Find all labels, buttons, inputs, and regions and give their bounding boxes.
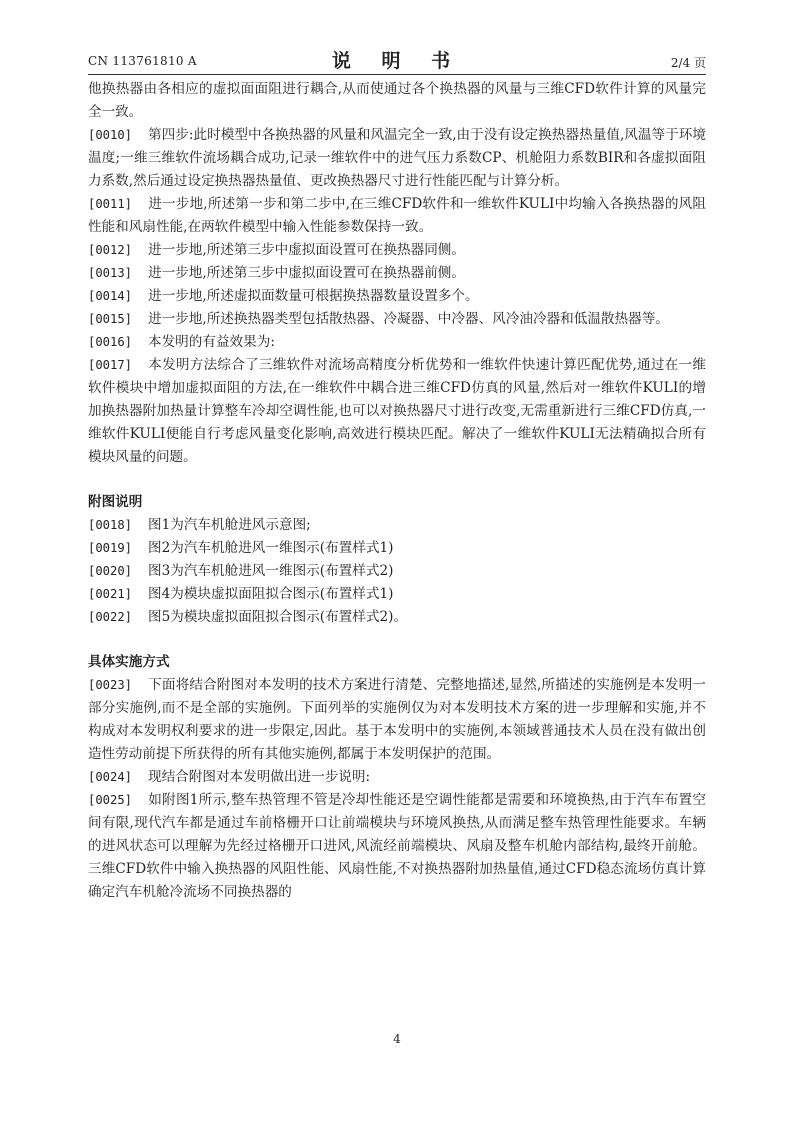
figure-caption-text: 图4为模块虚拟面阻拟合图示(布置样式1) (148, 586, 394, 602)
paragraph-number: [0010] (88, 128, 133, 142)
paragraph-number: [0015] (88, 312, 133, 326)
paragraph-text: 如附图1所示,整车热管理不管是冷却性能还是空调性能都是需要和环境换热,由于汽车布置空间有限,现代汽车都是通过车前格栅开口让前端模块与环境风换热,从而满足整车热管理性能要求。车辆的进风状态可以理解为先经过格栅开口进风,风流经前端模块、风扇及整车机舱内部结构,最终开前舱。三维CFD软件中输入换热器的风阻性能、风扇性能,不对换热器附加热量值,通过CFD稳态流场仿真计算确定汽车机舱冷流场不同换热器的 (88, 792, 706, 900)
paragraph-number: [0021] (88, 587, 133, 601)
paragraph-number: [0018] (88, 518, 133, 532)
paragraph-number: [0017] (88, 358, 133, 372)
paragraph-number: [0019] (88, 541, 133, 555)
figure-caption-text: 图2为汽车机舱进风一维图示(布置样式1) (148, 540, 394, 556)
section-spacer (88, 469, 706, 491)
paragraph-text: 进一步地,所述换热器类型包括散热器、冷凝器、中冷器、风冷油冷器和低温散热器等。 (148, 311, 669, 327)
paragraph-0025 (88, 789, 706, 904)
paragraph-0016 (88, 331, 706, 354)
figure-caption-3 (88, 560, 706, 583)
paragraph-text: 进一步地,所述虚拟面数量可根据换热器数量设置多个。 (148, 288, 479, 304)
paragraph-number: [0022] (88, 610, 133, 624)
paragraph-0023 (88, 674, 706, 766)
paragraph-number: [0014] (88, 289, 133, 303)
section-heading-embodiment: 具体实施方式 (88, 654, 170, 670)
figure-caption-1 (88, 514, 706, 537)
page-number: 4 (393, 1032, 401, 1046)
paragraph-number: [0025] (88, 793, 133, 807)
paragraph-text: 下面将结合附图对本发明的技术方案进行清楚、完整地描述,显然,所描述的实施例是本发明一部分实施例,而不是全部的实施例。下面列举的实施例仅为对本发明技术方案的进一步理解和实施,并不构成对本发明权利要求的进一步限定,因此。基于本发明中的实施例,本领域普通技术人员在没有做出创造性劳动前提下所获得的所有其他实施例,都属于本发明保护的范围。 (88, 677, 706, 762)
document-title: 说 明 书 (331, 50, 463, 72)
publication-number: CN 113761810 A (88, 54, 197, 68)
header-divider (88, 74, 706, 75)
paragraph-0015 (88, 308, 706, 331)
paragraph-0010 (88, 124, 706, 193)
figure-caption-4 (88, 583, 706, 606)
figure-caption-text: 图3为汽车机舱进风一维图示(布置样式2) (148, 563, 394, 579)
paragraph-text: 进一步地,所述第一步和第二步中,在三维CFD软件和一维软件KULI中均输入各换热器的风阻性能和风扇性能,在两软件模型中输入性能参数保持一致。 (88, 196, 706, 235)
paragraph-text: 现结合附图对本发明做出进一步说明: (148, 769, 371, 785)
paragraph-number: [0013] (88, 266, 133, 280)
paragraph-number: [0020] (88, 564, 133, 578)
paragraph-number: [0012] (88, 243, 133, 257)
figure-caption-text: 图5为模块虚拟面阻拟合图示(布置样式2)。 (148, 609, 407, 625)
page-indicator: 2/4 页 (670, 56, 706, 70)
figure-caption-5 (88, 606, 706, 629)
paragraph-text: 本发明方法综合了三维软件对流场高精度分析优势和一维软件快速计算匹配优势,通过在一维软件模块中增加虚拟面阻的方法,在一维软件中耦合进三维CFD仿真的风量,然后对一维软件KULI的增加换热器附加热量计算整车冷却空调性能,也可以对换热器尺寸进行改变,无需重新进行三维CFD仿真,一维软件KULI便能自行考虑风量变化影响,高效进行模块匹配。解决了一维软件KULI无法精确拟合所有模块风量的问题。 (88, 357, 706, 465)
paragraph-number: [0023] (88, 678, 133, 692)
paragraph-0017 (88, 354, 706, 469)
paragraph-number: [0011] (88, 197, 133, 211)
document-body (88, 78, 706, 904)
page-header (88, 44, 706, 74)
paragraph-number: [0016] (88, 335, 133, 349)
paragraph-0014 (88, 285, 706, 308)
paragraph-number: [0024] (88, 770, 133, 784)
figure-caption-text: 图1为汽车机舱进风示意图; (148, 517, 311, 533)
paragraph-text: 第四步:此时模型中各换热器的风量和风温完全一致,由于没有设定换热器热量值,风温等于环境温度;一维三维软件流场耦合成功,记录一维软件中的进气压力系数CP、机舱阻力系数BIR和各虚拟面阻力系数,然后通过设定换热器热量值、更改换热器尺寸进行性能匹配与计算分析。 (88, 127, 706, 189)
paragraph-0013 (88, 262, 706, 285)
section-spacer (88, 629, 706, 651)
paragraph-0024 (88, 766, 706, 789)
paragraph-0011 (88, 193, 706, 239)
figure-caption-2 (88, 537, 706, 560)
intro-paragraph: 他换热器由各相应的虚拟面面阻进行耦合,从而使通过各个换热器的风量与三维CFD软件计算的风量完全一致。 (88, 81, 706, 120)
section-heading-figures: 附图说明 (88, 494, 143, 510)
paragraph-text: 本发明的有益效果为: (148, 334, 275, 350)
paragraph-0012 (88, 239, 706, 262)
paragraph-text: 进一步地,所述第三步中虚拟面设置可在换热器同侧。 (148, 242, 465, 258)
paragraph-text: 进一步地,所述第三步中虚拟面设置可在换热器前侧。 (148, 265, 465, 281)
